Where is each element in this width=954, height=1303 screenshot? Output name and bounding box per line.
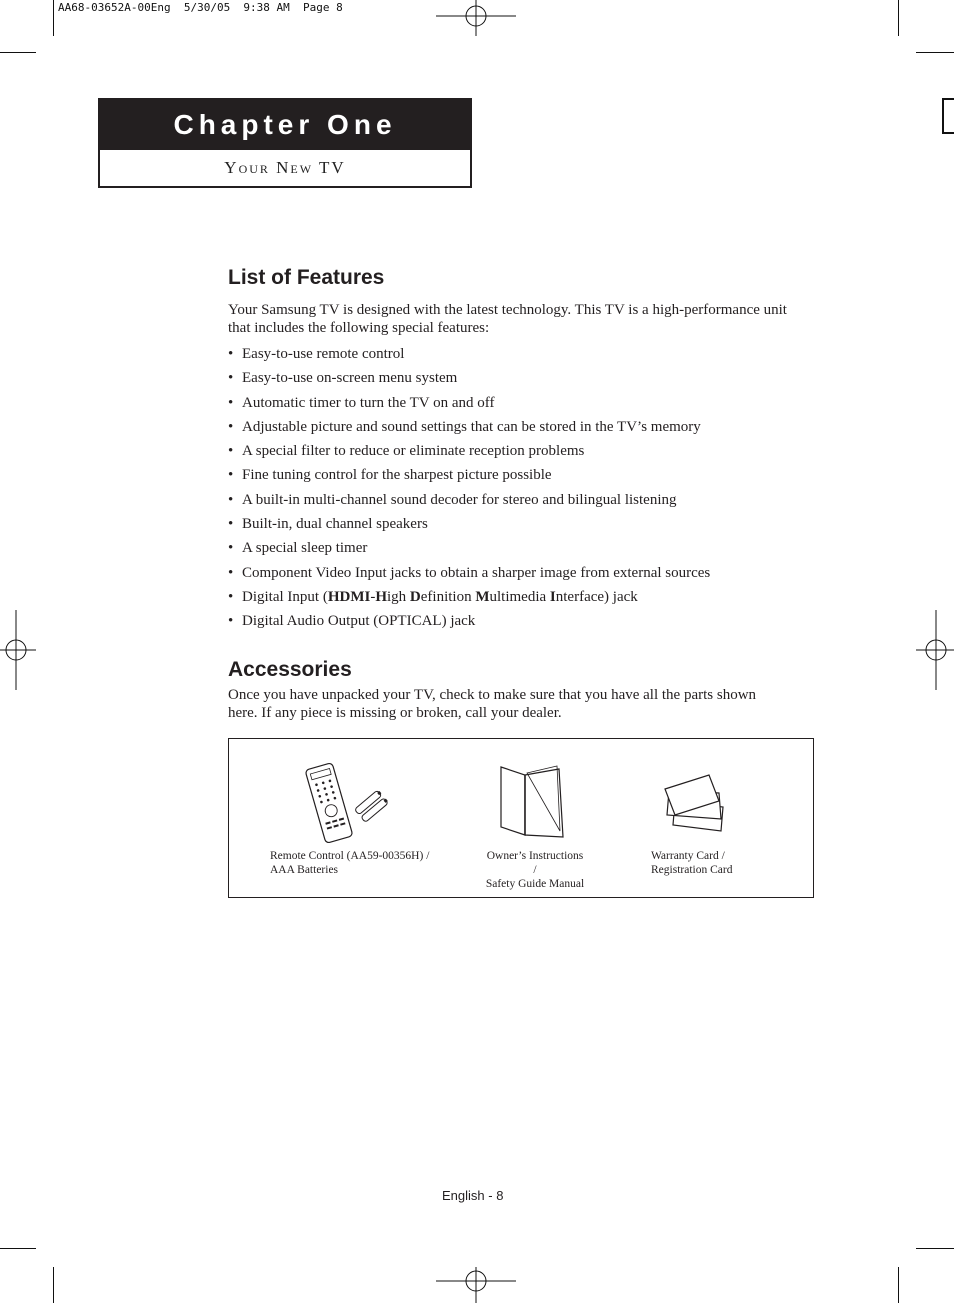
features-heading: List of Features [228, 266, 385, 289]
accessories-box [228, 738, 814, 898]
list-item: • A special filter to reduce or eliminate reception problems [228, 443, 585, 460]
chapter-subtitle: Your New TV [224, 158, 346, 177]
crop-mark [916, 52, 954, 53]
registration-mark-icon [0, 610, 36, 690]
list-item: • Easy-to-use on-screen menu system [228, 370, 458, 387]
accessory-remote-label: Remote Control (AA59-00356H) / AAA Batteries [270, 850, 430, 876]
warranty-card-icon [661, 773, 731, 835]
accessory-warranty-label: Warranty Card / Registration Card [651, 850, 733, 876]
accessory-manual-label: Owner’s Instructions / Safety Guide Manual [485, 850, 585, 890]
chapter-tab-mark [942, 98, 954, 134]
crop-mark [0, 1248, 36, 1249]
manual-icon [497, 761, 567, 841]
print-slug: AA68-03652A-00Eng 5/30/05 9:38 AM Page 8 [58, 1, 343, 14]
list-item: • Digital Audio Output (OPTICAL) jack [228, 613, 476, 630]
list-item: • Fine tuning control for the sharpest picture possible [228, 467, 552, 484]
registration-mark-icon [436, 1267, 516, 1303]
crop-mark [898, 0, 899, 36]
list-item: • A built-in multi-channel sound decoder for stereo and bilingual listening [228, 491, 677, 508]
crop-mark [898, 1267, 899, 1303]
features-list [228, 343, 710, 635]
list-item: • Built-in, dual channel speakers [228, 516, 428, 533]
features-intro [228, 301, 787, 337]
accessories-intro [228, 686, 756, 722]
remote-control-icon [303, 761, 389, 845]
crop-mark [0, 52, 36, 53]
crop-mark [53, 0, 54, 36]
accessories-intro-line1: Once you have unpacked your TV, check to make sure that you have all the parts shown [228, 687, 757, 703]
crop-mark [916, 1248, 954, 1249]
list-item: • Component Video Input jacks to obtain a sharper image from external sources [228, 564, 711, 581]
crop-mark [53, 1267, 54, 1303]
list-item: • Automatic timer to turn the TV on and off [228, 394, 495, 411]
registration-mark-icon [436, 0, 516, 36]
features-intro-line2: that includes the following special features: [228, 320, 490, 336]
list-item-hdmi: • Digital Input (HDMI-High Definition Multimedia Interface) jack [228, 588, 638, 605]
accessories-intro-line2: here. If any piece is missing or broken, call your dealer. [228, 705, 562, 721]
accessories-heading: Accessories [228, 658, 352, 681]
list-item: • A special sleep timer [228, 540, 368, 557]
features-intro-line1: Your Samsung TV is designed with the latest technology. This TV is a high-performance unit [228, 302, 787, 318]
chapter-header [98, 98, 472, 188]
registration-mark-icon [916, 610, 954, 690]
list-item: • Adjustable picture and sound settings that can be stored in the TV’s memory [228, 418, 701, 435]
list-item: • Easy-to-use remote control [228, 346, 405, 362]
page-number: English - 8 [442, 1188, 504, 1203]
chapter-title: Chapter One [100, 100, 470, 150]
